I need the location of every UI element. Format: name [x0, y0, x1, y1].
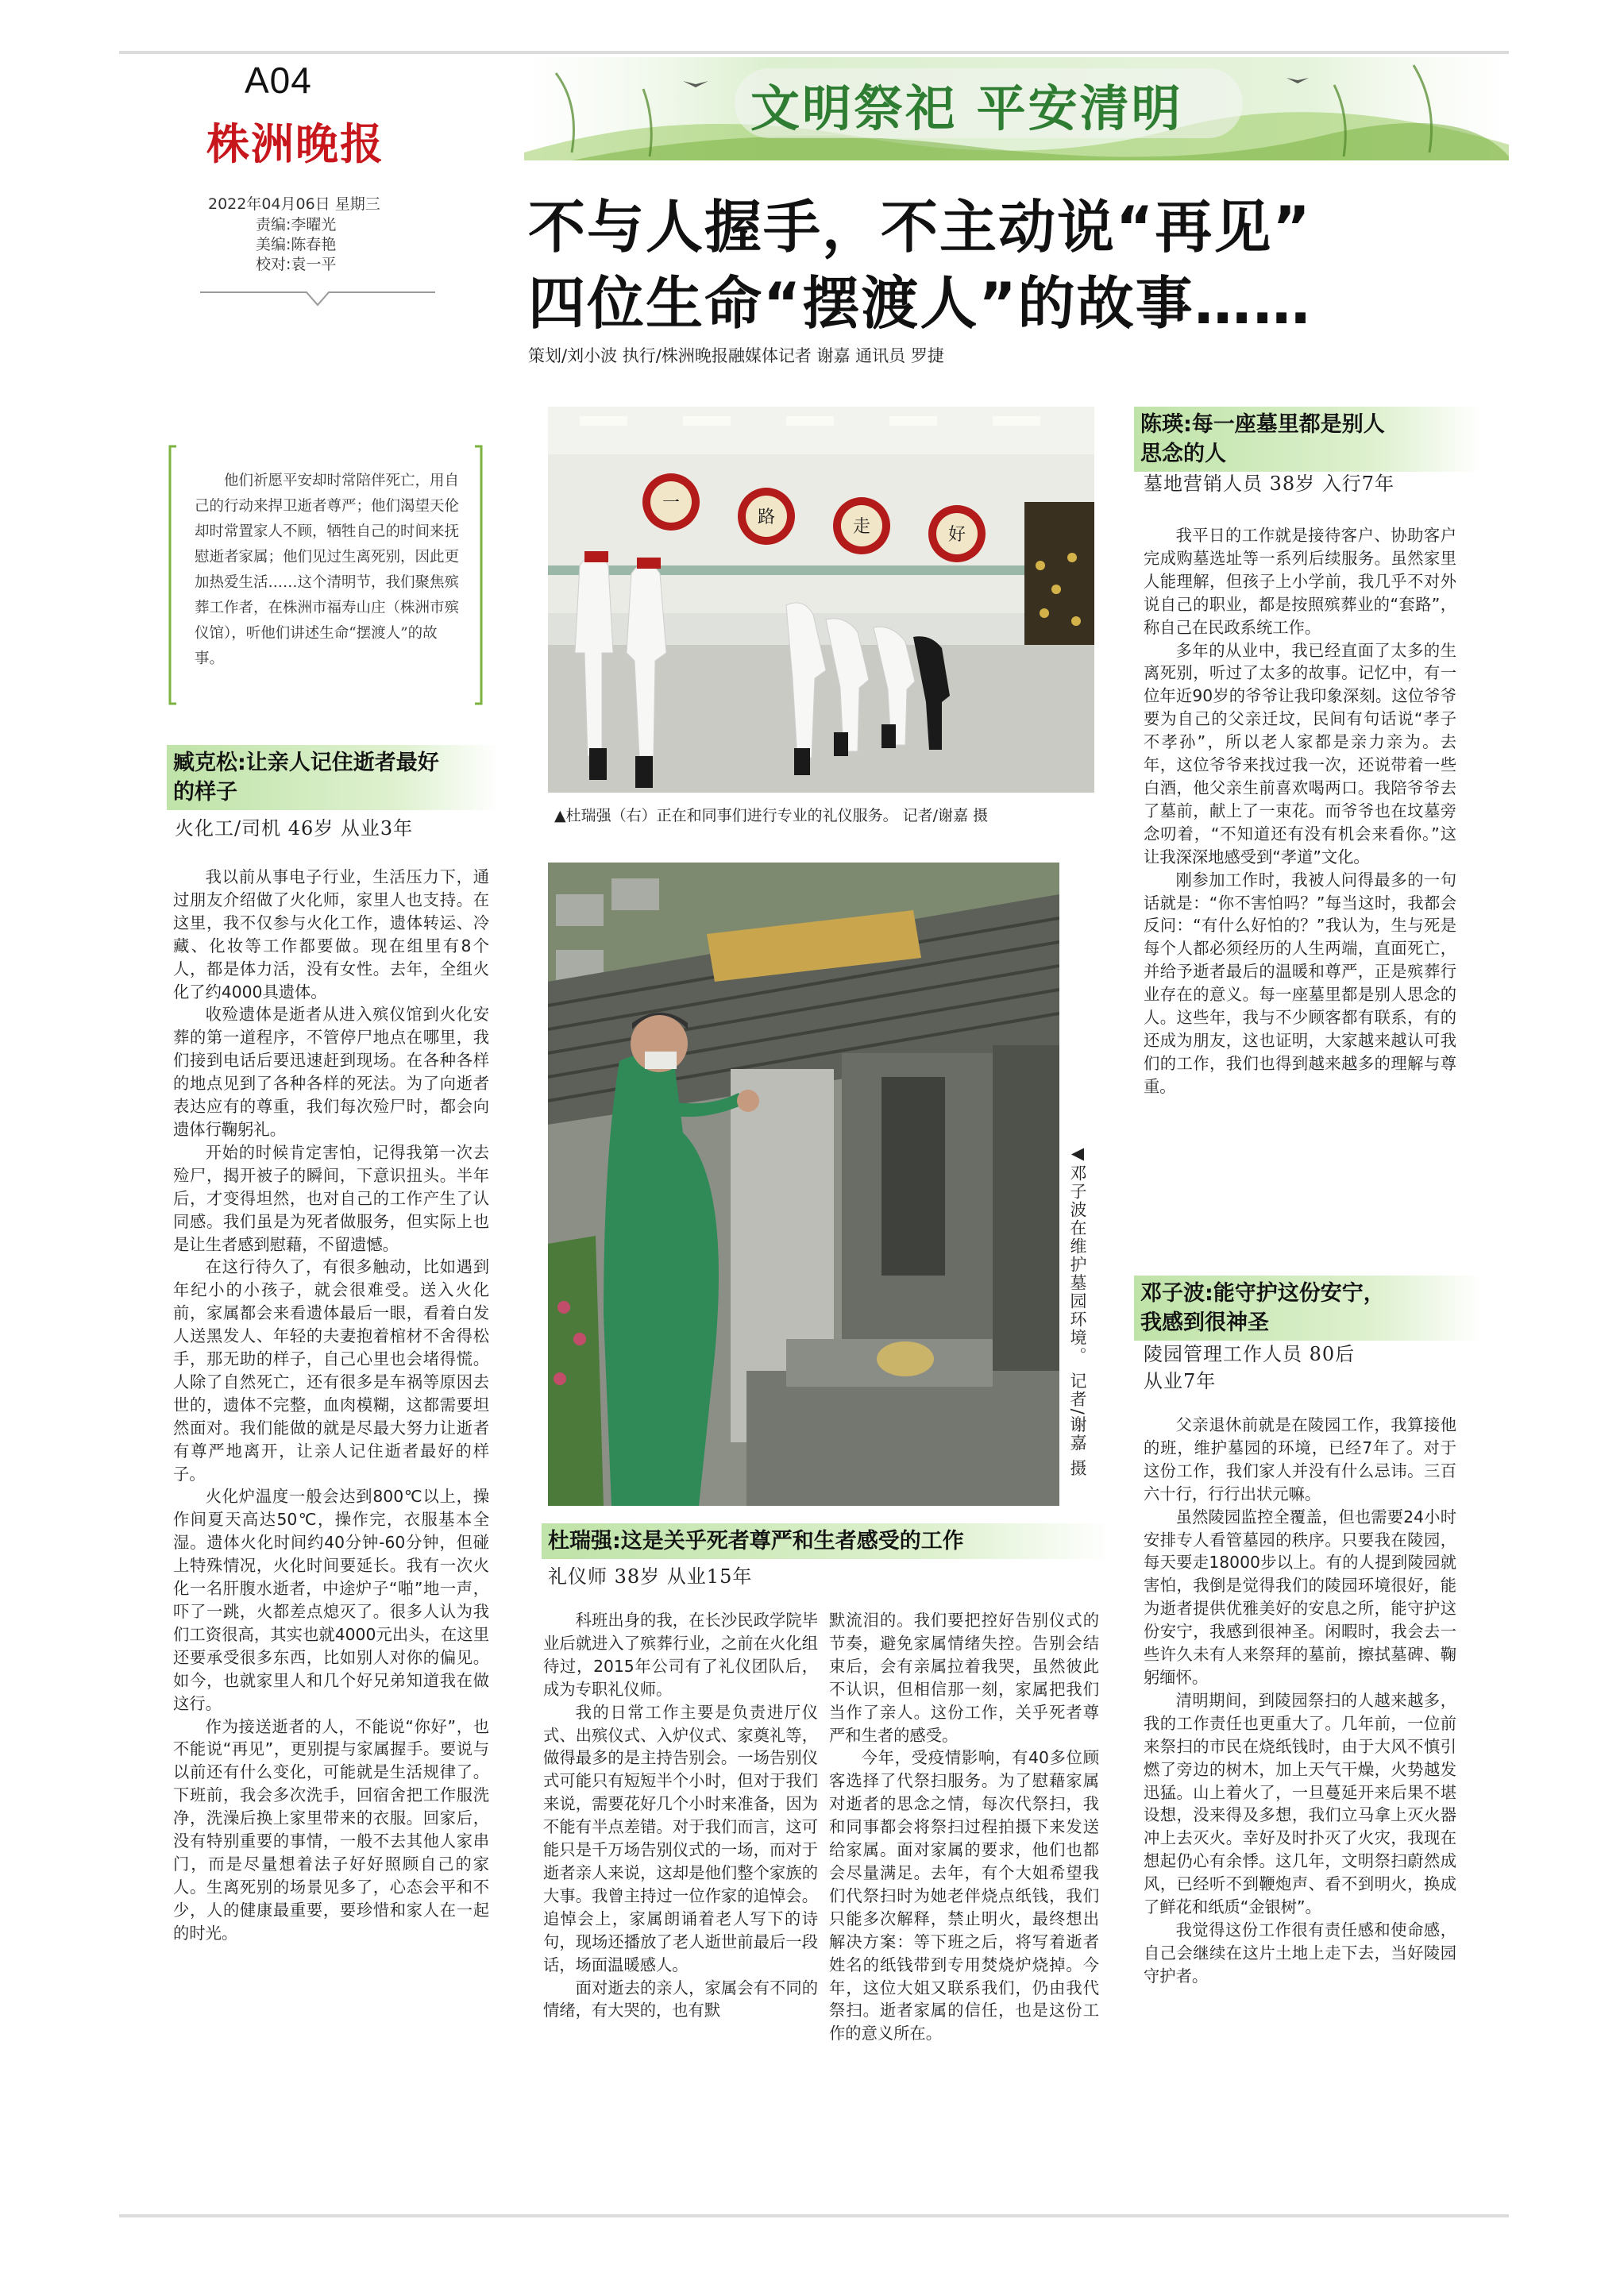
- svg-text:株洲晚报: 株洲晚报: [206, 118, 384, 169]
- paragraph: 我觉得这份工作很有责任感和使命感，自己会继续在这片土地上走下去，当好陵园守护者。: [1144, 1920, 1456, 1986]
- section-title-zang: [167, 745, 499, 810]
- headline-line-1: 不与人握手，不主动说“再见”: [528, 194, 1312, 261]
- section-title-line: 我感到很神圣: [1140, 1310, 1269, 1335]
- intro-paragraph: 他们祈愿平安却时常陪伴死亡，用自己的行动来捍卫逝者尊严；他们渴望天伦却时常置家人不顾，牺牲自己的时间来抚慰逝者家属；他们见过生离死别，因此更加热爱生活……这个清明节，我们聚焦殡葬工作者，在株洲市福寿山庄（株洲市殡仪馆），听他们讲述生命“摆渡人”的故事。: [195, 473, 460, 667]
- masthead-logo: [205, 111, 403, 172]
- paragraph: 我平日的工作就是接待客户、协助客户完成购墓选址等一系列后续服务。虽然家里人能理解，但孩子上小学前，我几乎不对外说自己的职业，都是按照殡葬业的“套路”，称自己在民政系统工作。: [1144, 526, 1456, 637]
- section-subtitle-du: 礼仪师 38岁 从业15年: [548, 1565, 753, 1588]
- section-title-line: 邓子波:能守护这份安宁，: [1140, 1281, 1385, 1306]
- paragraph: 默流泪的。我们要把控好告别仪式的节奏，避免家属情绪失控。告别会结束后，会有亲属拉着我哭，虽然彼此不认识，但相信那一刻，家属把我们当作了亲人。这份工作，关乎死者尊严和生者的感受。: [829, 1611, 1099, 1745]
- bottom-rule: [119, 2214, 1509, 2217]
- paragraph: 开始的时候肯定害怕，记得我第一次去殓尸，揭开被子的瞬间，下意识扭头。半年后，才变得坦然，也对自己的工作产生了认同感。我们虽是为死者做服务，但实际上也是让生者感到慰藉，不留遗憾。: [173, 1142, 489, 1254]
- photo-caption-2: ◀邓子波在维护墓园环境。 记者/谢嘉 摄: [1068, 1144, 1087, 1478]
- editor-line: 美编:陈春艳: [256, 236, 337, 253]
- section-title-line: 臧克松:让亲人记住逝者最好: [173, 751, 439, 775]
- paragraph: 面对逝去的亲人，家属会有不同的情绪，有大哭的，也有默: [543, 1978, 818, 2020]
- paragraph: 父亲退休前就是在陵园工作，我算接他的班，维护墓园的环境，已经7年了。对于这份工作，我们家人并没有什么忌讳。三百六十行，行行出状元嘛。: [1144, 1415, 1456, 1503]
- headline: [528, 189, 1402, 342]
- paragraph: 火化炉温度一般会达到800℃以上，操作间夏天高达50℃，操作完，衣服基本全湿。遗体火化时间约40分钟-60分钟，但碰上特殊情况，火化时间要延长。我有一次火化一名肝腹水逝者，中途炉子“啪”地一声，吓了一跳，火都差点熄灭了。很多人认为我们工资很高，其实也就4000元出头，在这里还要承受很多东西，比如别人对你的偏见。如今，也就家里人和几个好兄弟知道我在做这行。: [173, 1487, 489, 1713]
- headline-line-2: 四位生命“摆渡人”的故事……: [528, 270, 1312, 337]
- column-zang: [173, 866, 489, 1945]
- paragraph: 多年的从业中，我已经直面了太多的生离死别，听过了太多的故事。记忆中，有一位年近90岁的爷爷让我印象深刻。这位爷爷要为自己的父亲迁坟，民间有句话说“孝子不孝孙”，所以老人家都是亲力亲为。去年，这位爷爷来找过我一次，还说带着一些白酒，他父亲生前喜欢喝两口。我陪爷爷去了墓前，献上了一束花。而爷爷也在坟墓旁念叨着，“不知道还有没有机会来看你。”这让我深深地感受到“孝道”文化。: [1144, 640, 1456, 866]
- column-du-1: [543, 1609, 818, 2022]
- editor-line: 责编:李曜光: [256, 216, 337, 234]
- banner: [524, 57, 1509, 160]
- section-subtitle-deng: [1144, 1341, 1355, 1395]
- paragraph: 作为接送逝者的人，不能说“你好”，也不能说“再见”，更别提与家属握手。要说与以前还有什么变化，可能就是生活规律了。下班前，我会多次洗手，回宿舍把工作服洗净，洗澡后换上家里带来的衣服。回家后，没有特别重要的事情，一般不去其他人家串门，而是尽量想着法子好好照顾自己的家人。生离死别的场景见多了，心态会平和不少，人的健康最重要，要珍惜和家人在一起的时光。: [173, 1716, 489, 1943]
- paragraph: 在这行待久了，有很多触动，比如遇到年纪小的小孩子，就会很难受。送入火化前，家属都会来看遗体最后一眼，看着白发人送黑发人、年轻的夫妻抱着棺材不舍得松手，那无助的样子，自己心里也会堵得慌。人除了自然死亡，还有很多是车祸等原因去世的，遗体不完整，血肉模糊，这都需要坦然面对。我们能做的就是尽最大努力让逝者有尊严地离开，让亲人记住逝者最好的样子。: [173, 1257, 489, 1484]
- paragraph: 今年，受疫情影响，有40多位顾客选择了代祭扫服务。为了慰藉家属对逝者的思念之情，每次代祭扫，我和同事都会将祭扫过程拍摄下来发送给家属。面对家属的要求，他们也都会尽量满足。去年，有个大姐希望我们代祭扫时为她老伴烧点纸钱，我们只能多次解释，禁止明火，最终想出解决方案：等下班之后，将写着逝者姓名的纸钱带到专用焚烧炉烧掉。今年，这位大姐又联系我们，仍由我代祭扫。逝者家属的信任，也是这份工作的意义所在。: [829, 1748, 1099, 2044]
- date-bracket: [199, 286, 437, 318]
- top-rule: [119, 51, 1509, 54]
- section-title-line: 的样子: [173, 780, 237, 805]
- wall-char: 路: [757, 508, 776, 527]
- section-title-line: 思念的人: [1140, 442, 1226, 466]
- subtitle-line: 从业7年: [1144, 1370, 1217, 1392]
- byline: 策划/刘小波 执行/株洲晚报融媒体记者 谢嘉 通讯员 罗捷: [528, 346, 944, 365]
- paragraph: 清明期间，到陵园祭扫的人越来越多，我的工作责任也更重大了。几年前，一位前来祭扫的市民在烧纸钱时，由于大风不慎引燃了旁边的树木，加上天气干燥，火势越发迅猛。山上着火了，一旦蔓延开来后果不堪设想，没来得及多想，我们立马拿上灭火器冲上去灭火。幸好及时扑灭了火灾，我现在想起仍心有余悸。这几年，文明祭扫蔚然成风，已经听不到鞭炮声、看不到明火，换成了鲜花和纸质“金银树”。: [1144, 1690, 1456, 1917]
- editor-line: 校对:袁一平: [256, 256, 337, 273]
- editor-credits: [256, 215, 336, 275]
- subtitle-line: 陵园管理工作人员 80后: [1144, 1343, 1356, 1365]
- photo-cemetery: [548, 863, 1059, 1506]
- column-chen: [1144, 524, 1456, 1098]
- photo-caption-1: ▲杜瑞强（右）正在和同事们进行专业的礼仪服务。 记者/谢嘉 摄: [554, 807, 989, 824]
- section-title-line: 陈瑛:每一座墓里都是别人: [1140, 412, 1385, 437]
- paragraph: 我以前从事电子行业，生活压力下，通过朋友介绍做了火化师，家里人也支持。在这里，我不仅参与火化工作，遗体转运、冷藏、化妆等工作都要做。现在组里有8个人，都是体力活，没有女性。去年，全组火化了约4000具遗体。: [173, 867, 489, 1002]
- section-subtitle-chen: 墓地营销人员 38岁 入行7年: [1144, 473, 1395, 495]
- column-du-2: [829, 1609, 1099, 2045]
- column-deng: [1144, 1414, 1456, 1988]
- section-subtitle-zang: 火化工/司机 46岁 从业3年: [175, 817, 414, 839]
- banner-title: 文明祭祀 平安清明: [750, 79, 1183, 137]
- issue-date: 2022年04月06日 星期三: [208, 195, 380, 213]
- photo-ceremony: [548, 407, 1094, 793]
- section-title-chen: [1134, 407, 1482, 472]
- paragraph: 虽然陵园监控全覆盖，但也需要24小时安排专人看管墓园的秩序。只要我在陵园，每天要走18000步以上。有的人提到陵园就害怕，我倒是觉得我们的陵园环境很好，能为逝者提供优雅美好的安息之所，能守护这份安宁，我感到很神圣。闲暇时，我会去一些许久未有人来祭拜的墓前，擦拭墓碑、鞠躬缅怀。: [1144, 1507, 1456, 1687]
- paragraph: 刚参加工作时，我被人问得最多的一句话就是：“你不害怕吗？”每当这时，我都会反问：“有什么好怕的？”我认为，生与死是每个人都必须经历的人生两端，直面死亡，并给予逝者最后的温暖和尊严，正是殡葬行业存在的意义。每一座墓里都是别人思念的人。这些年，我与不少顾客都有联系，有的还成为朋友，这也证明，大家越来越认可我们的工作，我们也得到越来越多的理解与尊重。: [1144, 870, 1456, 1096]
- paragraph: 收殓遗体是逝者从进入殡仪馆到火化安葬的第一道程序，不管停尸地点在哪里，我们接到电话后要迅速赶到现场。在各种各样的地点见到了各种各样的死法。为了向逝者表达应有的尊重，我们每次殓尸时，都会向遗体行鞠躬礼。: [173, 1005, 489, 1139]
- wall-char: 一: [662, 493, 681, 513]
- paragraph: 我的日常工作主要是负责进厅仪式、出殡仪式、入炉仪式、家奠礼等，做得最多的是主持告别会。一场告别仪式可能只有短短半个小时，但对于我们来说，需要花好几个小时来准备，因为不能有半点差错。对于我们而言，这可能只是千万场告别仪式的一场，而对于逝者亲人来说，这却是他们整个家族的大事。我曾主持过一位作家的追悼会。追悼会上，家属朗诵着老人写下的诗句，现场还播放了老人逝世前最后一段话，场面温暖感人。: [543, 1702, 818, 1974]
- wall-char: 好: [947, 525, 966, 545]
- paragraph: 科班出身的我，在长沙民政学院毕业后就进入了殡葬行业，之前在火化组待过，2015年公司有了礼仪团队后，成为专职礼仪师。: [543, 1611, 818, 1699]
- section-title-du: 杜瑞强:这是关乎死者尊严和生者感受的工作: [542, 1523, 1112, 1559]
- section-title-deng: [1134, 1276, 1482, 1341]
- wall-char: 走: [852, 517, 871, 537]
- page-number: A04: [245, 60, 312, 101]
